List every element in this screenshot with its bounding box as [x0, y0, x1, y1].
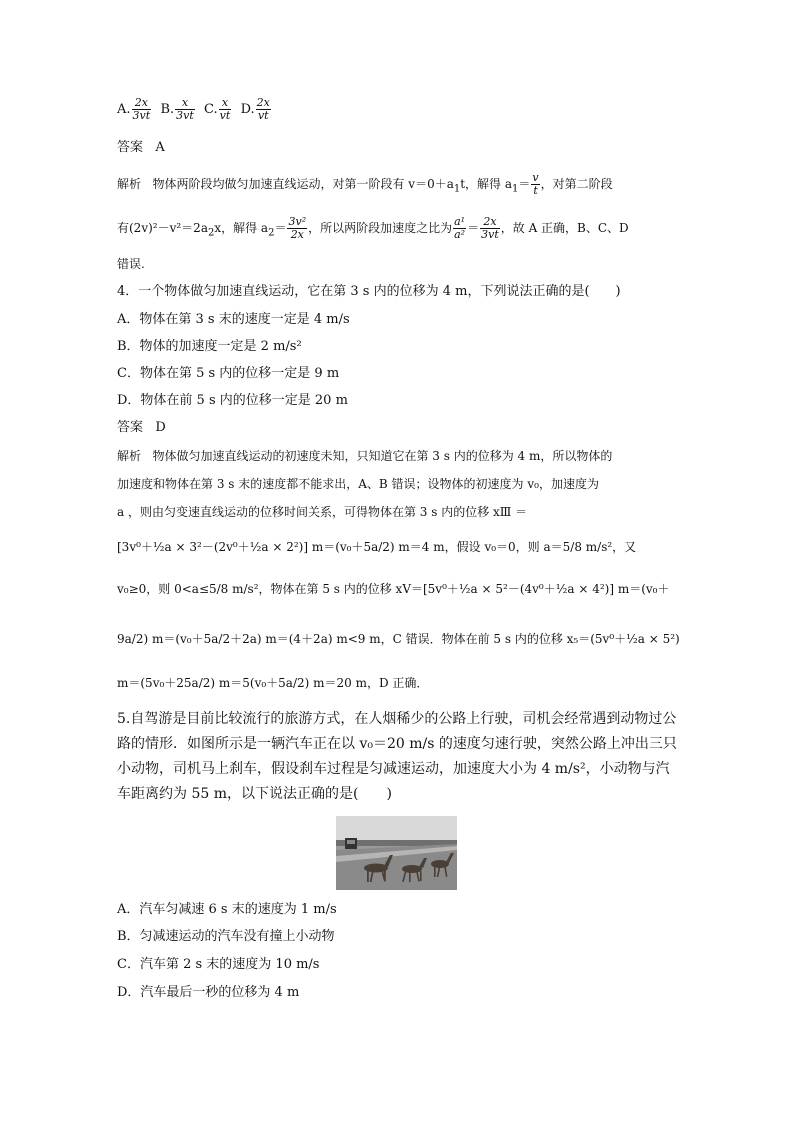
q5-stem: 5.自驾游是目前比较流行的旅游方式，在人烟稀少的公路上行驶，司机会经常遇到动物过公路的情形．如图所示是一辆汽车正在以 v₀＝20 m/s 的速度匀速行驶，突然公路上冲出三只小动物，司机马上刹车，假设刹车过程是匀减速运动，加速度大小为 4 m/s²，小动物与汽车距离约为 55 m，以下说法正确的是( )	[117, 711, 677, 802]
q3-option-c-fraction: $\frac{x}{vt}$	[219, 96, 231, 122]
q4-answer: 答案 D	[117, 420, 166, 435]
q3-option-a-label: A.	[117, 102, 131, 117]
q4-analysis-line-3: a ，则由匀变速直线运动的位移时间关系，可得物体在第 3 s 内的位移 xⅢ ＝	[117, 505, 528, 519]
q5-option-d: D．汽车最后一秒的位移为 4 m	[117, 985, 300, 1000]
q3-analysis-line-1: 解析 物体两阶段均做匀加速直线运动，对第一阶段有 $v=0+a_1t$，解得 $a_1=$ $\frac{v}{t}$ ，对第二阶段	[117, 171, 613, 197]
q4-analysis-line-2: 加速度和物体在第 3 s 末的速度都不能求出，A、B 错误；设物体的初速度为 v₀，加速度为	[117, 477, 599, 491]
q4-option-b: B．物体的加速度一定是 2 m/s²	[117, 339, 302, 354]
q3-analysis-line-3: 错误.	[117, 257, 145, 271]
q3-option-c-label: C.	[204, 102, 218, 117]
q4-option-d: D．物体在前 5 s 内的位移一定是 20 m	[117, 393, 348, 408]
q5-option-a: A．汽车匀减速 6 s 末的速度为 1 m/s	[117, 902, 337, 917]
q4-analysis-line-6: 9a/2) m＝(v₀＋5a/2＋2a) m＝(4＋2a) m<9 m，C 错误．物体在前 5 s 内的位移 x₅＝(5v⁰＋½a × 5²)	[117, 632, 680, 646]
q3-options	[117, 97, 272, 122]
q5-option-b: B．匀减速运动的汽车没有撞上小动物	[117, 929, 335, 944]
q3-analysis-line-2: 有$(2v)^2-v^2=2a_2x$，解得 $a_2=$ $\frac{\text{3v²}}{2x}$ ，所以两阶段加速度之比为 $\frac{\text{a¹}}{\text{a²}}$ ＝ $\frac{2x}{3vt}$ ，故 A 正确，B、C、D	[117, 215, 629, 241]
q4-option-a: A．物体在第 3 s 末的速度一定是 4 m/s	[117, 312, 350, 327]
q4-analysis-line-1: 解析 物体做匀加速直线运动的初速度未知，只知道它在第 3 s 内的位移为 4 m，所以物体的	[117, 449, 613, 463]
q3-option-b-label: B.	[160, 102, 175, 117]
q3-option-d-fraction: $\frac{2x}{vt}$	[256, 96, 270, 122]
q3-option-d-label: D.	[240, 102, 255, 117]
q4-analysis-line-7: m＝(5v₀＋25a/2) m＝5(v₀＋5a/2) m＝20 m，D 正确．	[117, 676, 429, 690]
q5-option-c: C．汽车第 2 s 末的速度为 10 m/s	[117, 957, 320, 972]
road-animals-photo	[336, 816, 457, 890]
q3-option-a-fraction: $\frac{2x}{3vt}$	[132, 96, 151, 122]
q4-analysis-line-4: [3v⁰＋½a × 3²－(2v⁰＋½a × 2²)] m＝(v₀＋5a/2) m＝4 m，假设 v₀＝0，则 a＝5/8 m/s²，又	[117, 540, 637, 554]
q4-analysis-line-5: v₀≥0，则 0<a≤5/8 m/s²，物体在第 5 s 内的位移 xⅤ＝[5v⁰＋½a × 5²－(4v⁰＋½a × 4²)] m＝(v₀＋	[117, 582, 670, 596]
q3-option-b-fraction: $\frac{x}{3vt}$	[176, 96, 194, 122]
q3-answer: 答案 A	[117, 140, 165, 155]
q4-option-c: C．物体在第 5 s 内的位移一定是 9 m	[117, 366, 340, 381]
q4-stem: 4．一个物体做匀加速直线运动，它在第 3 s 内的位移为 4 m，下列说法正确的是( )	[117, 284, 621, 299]
